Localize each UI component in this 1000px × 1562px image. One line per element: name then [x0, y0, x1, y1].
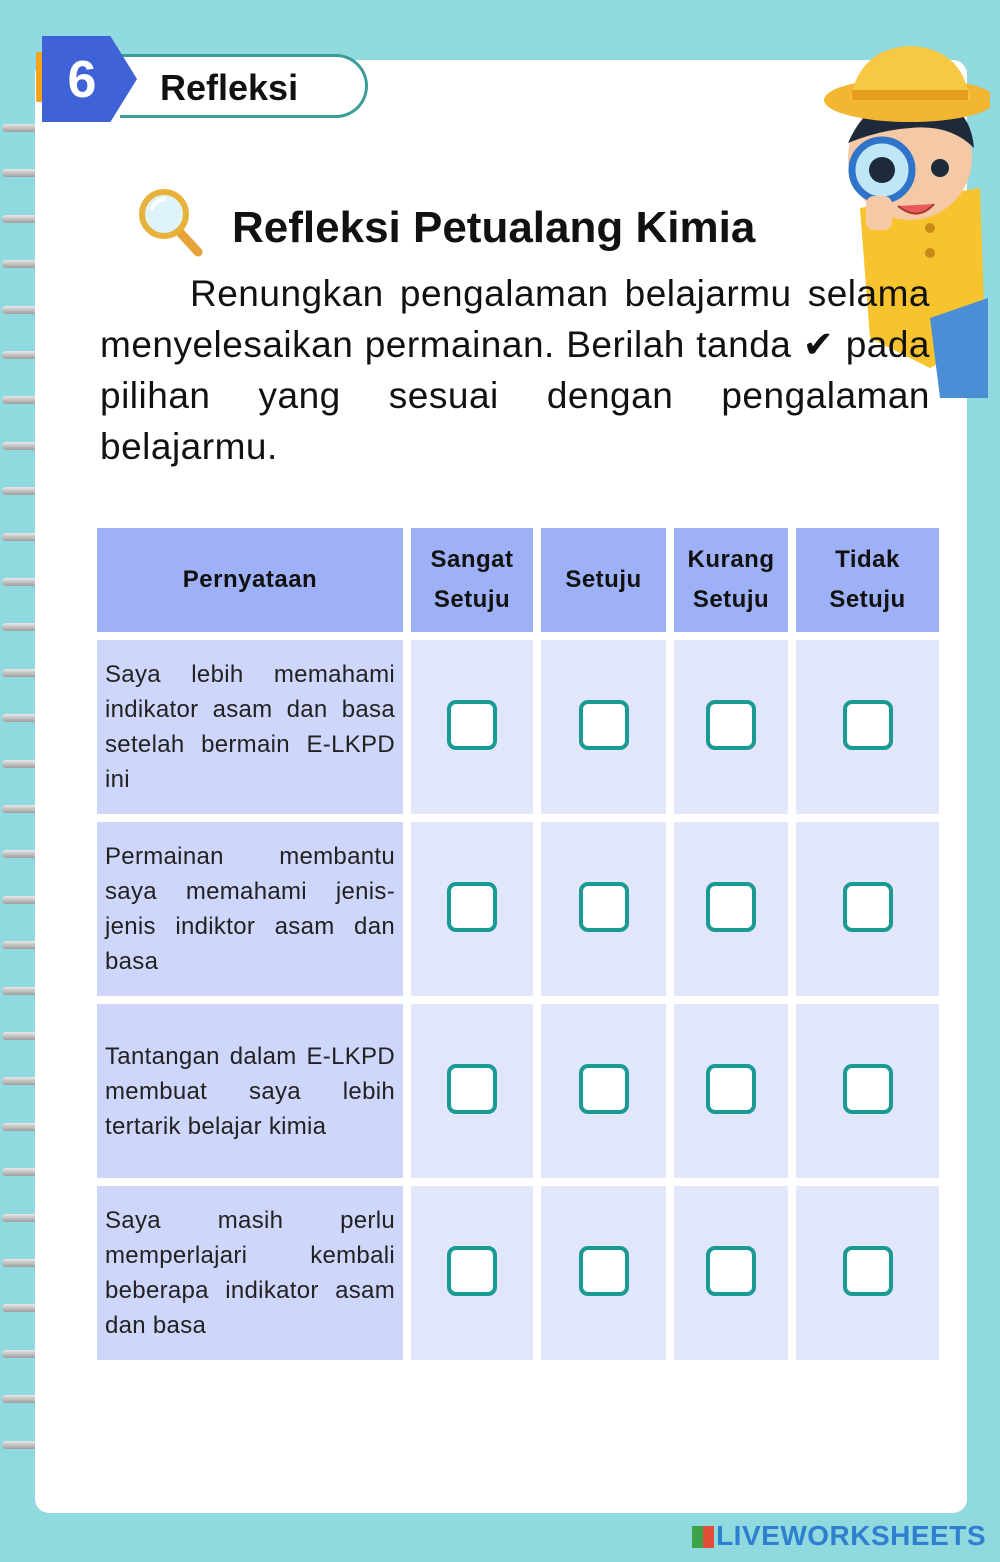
- option-cell: [674, 1186, 788, 1360]
- check-icon: ✔: [802, 324, 835, 365]
- column-header-kurang-setuju: Kurang Setuju: [674, 528, 788, 632]
- table-row: [97, 822, 939, 996]
- checkbox-sangat-setuju[interactable]: [447, 882, 497, 932]
- column-header-sangat-setuju: Sangat Setuju: [411, 528, 533, 632]
- statement-cell: Saya lebih memahami indikator asam dan basa setelah bermain E-LKPD ini: [97, 640, 403, 814]
- column-header-tidak-setuju: Tidak Setuju: [796, 528, 939, 632]
- checkbox-sangat-setuju[interactable]: [447, 700, 497, 750]
- checkbox-kurang-setuju[interactable]: [706, 700, 756, 750]
- checkbox-tidak-setuju[interactable]: [843, 1246, 893, 1296]
- option-cell: [411, 1004, 533, 1178]
- table-header-row: [97, 528, 939, 632]
- option-cell: [411, 1186, 533, 1360]
- checkbox-sangat-setuju[interactable]: [447, 1246, 497, 1296]
- table-row: [97, 1004, 939, 1178]
- statement-cell: Saya masih perlu memperlajari kembali beberapa indikator asam dan basa: [97, 1186, 403, 1360]
- option-cell: [796, 640, 939, 814]
- checkbox-tidak-setuju[interactable]: [843, 882, 893, 932]
- statement-cell: Tantangan dalam E-LKPD membuat saya lebih tertarik belajar kimia: [97, 1004, 403, 1178]
- statement-cell: Permainan membantu saya memahami jenis-jenis indiktor asam dan basa: [97, 822, 403, 996]
- page-title: Refleksi Petualang Kimia: [232, 203, 756, 252]
- magnifier-icon: [136, 186, 208, 258]
- table-row: [97, 1186, 939, 1360]
- option-cell: [541, 1004, 666, 1178]
- option-cell: [541, 822, 666, 996]
- option-cell: [541, 1186, 666, 1360]
- intro-text-2: pada pilihan yang sesuai dengan pengalaman belajarmu.: [100, 324, 931, 467]
- option-cell: [796, 1004, 939, 1178]
- column-header-setuju: Setuju: [541, 528, 666, 632]
- intro-paragraph: [100, 268, 930, 472]
- option-cell: [674, 822, 788, 996]
- option-cell: [411, 640, 533, 814]
- option-cell: [796, 822, 939, 996]
- checkbox-tidak-setuju[interactable]: [843, 1064, 893, 1114]
- footer-brand: LIVEWORKSHEETS: [716, 1520, 986, 1551]
- option-cell: [674, 1004, 788, 1178]
- checkbox-kurang-setuju[interactable]: [706, 1246, 756, 1296]
- section-label: Refleksi: [160, 67, 299, 108]
- checkbox-setuju[interactable]: [579, 700, 629, 750]
- option-cell: [674, 640, 788, 814]
- checkbox-setuju[interactable]: [579, 882, 629, 932]
- checkbox-setuju[interactable]: [579, 1246, 629, 1296]
- checkbox-setuju[interactable]: [579, 1064, 629, 1114]
- section-number: 6: [67, 51, 97, 109]
- checkbox-tidak-setuju[interactable]: [843, 700, 893, 750]
- option-cell: [541, 640, 666, 814]
- checkbox-sangat-setuju[interactable]: [447, 1064, 497, 1114]
- checkbox-kurang-setuju[interactable]: [706, 1064, 756, 1114]
- table-row: [97, 640, 939, 814]
- option-cell: [411, 822, 533, 996]
- liveworksheets-icon: [692, 1526, 714, 1548]
- option-cell: [796, 1186, 939, 1360]
- intro-text-1: Renungkan pengalaman belajarmu selama menyelesaikan permainan. Berilah tanda: [100, 273, 930, 365]
- checkbox-kurang-setuju[interactable]: [706, 882, 756, 932]
- liveworksheets-logo: [692, 1516, 986, 1556]
- reflection-table: [89, 520, 947, 1368]
- column-header-statement: Pernyataan: [97, 528, 403, 632]
